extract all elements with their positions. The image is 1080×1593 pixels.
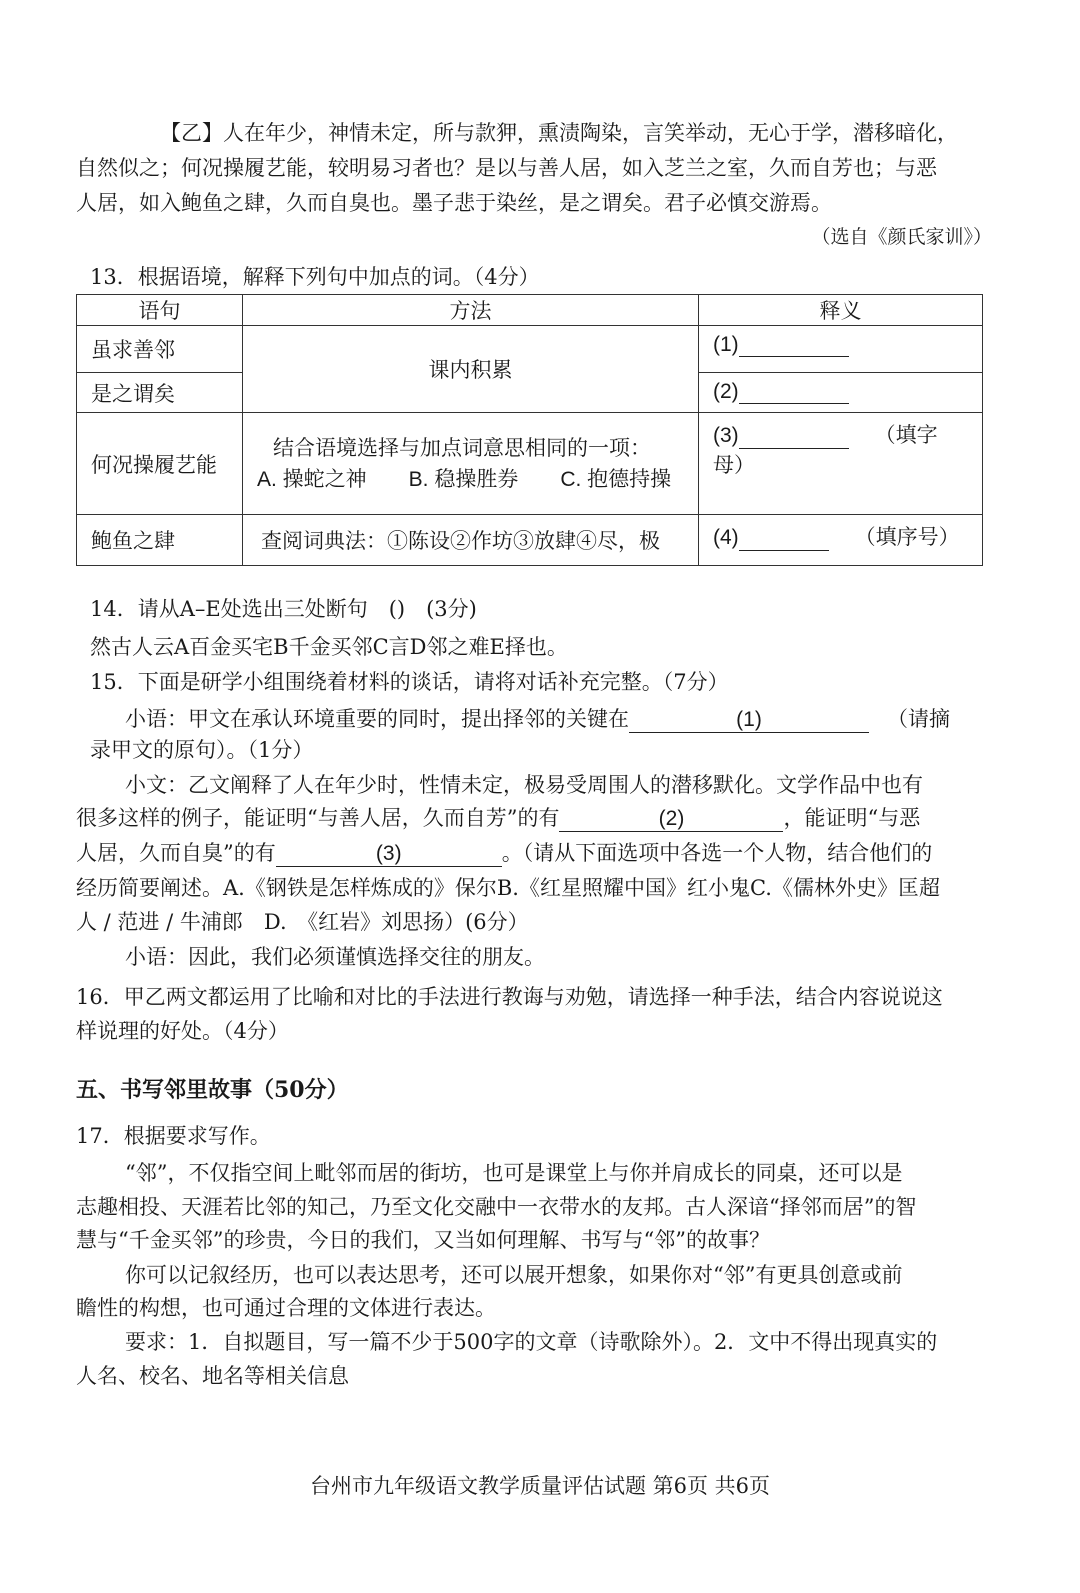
q13-table-header [77, 295, 983, 326]
q13-stem: 13．根据语境，解释下列句中加点的词。（4分） [90, 265, 540, 289]
q15-xiaowen-text-3: 人居，久而自臭”的有 [76, 841, 276, 865]
q15-xiaoyu-note: （请摘 [887, 707, 950, 731]
answer-cell [699, 326, 983, 373]
q15-blank-1[interactable]: (1) [629, 708, 869, 733]
q15-xiaoyu-line-2: 录甲文的原句）。（1分） [90, 738, 314, 762]
method-dictionary-cell: 查阅词典法：①陈设②作坊③放肆④尽，极 [243, 515, 699, 566]
q16-line-1: 16．甲乙两文都运用了比喻和对比的手法进行教诲与劝勉，请选择一种手法，结合内容说说这 [76, 985, 943, 1009]
passage-yi-line-3: 人居，如入鲍鱼之肆，久而自臭也。墨子悲于染丝，是之谓矣。君子必慎交游焉。 [76, 191, 832, 215]
q16-line-2: 样说理的好处。（4分） [76, 1019, 289, 1043]
q13-table [76, 294, 983, 566]
q15-xiaowen-text-b: ，能证明“与恶 [783, 806, 921, 830]
passage-source: （选自《颜氏家训》） [811, 226, 992, 248]
q15-stem: 15．下面是研学小组围绕着材料的谈话，请将对话补充完整。（7分） [90, 670, 729, 694]
sentence-cell: 何况操履艺能 [77, 413, 243, 515]
q15-xiaoyu-line-1 [125, 704, 950, 734]
q17-requirement-line-1: 要求：1．自拟题目，写一篇不少于500字的文章（诗歌除外）。2．文中不得出现真实的 [125, 1330, 938, 1354]
sentence-cell: 鲍鱼之肆 [77, 515, 243, 566]
answer-label: (2) [713, 380, 739, 403]
q15-blank-2[interactable]: (2) [559, 807, 783, 832]
q17-para-1-line-3: 慧与“千金买邻”的珍贵，今日的我们，又当如何理解、书写与“邻”的故事？ [76, 1228, 770, 1252]
answer-blank[interactable] [739, 532, 829, 551]
sentence-cell: 虽求善邻 [77, 326, 243, 373]
page-footer: 台州市九年级语文教学质量评估试题 第6页 共6页 [309, 1474, 771, 1498]
q15-blank-3[interactable]: (3) [276, 842, 502, 867]
method-class-cell: 课内积累 [243, 326, 699, 413]
method-context-options: A. 操蛇之神 B. 稳操胜券 C. 抱德持操 [257, 467, 672, 491]
answer-label: (4) [713, 526, 739, 549]
answer-label: (3) [713, 424, 739, 447]
table-row [77, 326, 983, 373]
method-context-cell [243, 413, 699, 515]
q14-stem: 14．请从A–E处选出三处断句 () (3分) [90, 597, 477, 621]
q15-xiaowen-line-3 [76, 838, 932, 868]
answer-cell [699, 373, 983, 413]
q17-para-1-line-1: “邻”，不仅指空间上毗邻而居的街坊，也可是课堂上与你并肩成长的同桌，还可以是 [125, 1161, 903, 1185]
q15-xiaowen-text-3b: 。（请从下面选项中各选一个人物，结合他们的 [501, 841, 933, 865]
q15-xiaoyu-closing: 小语：因此，我们必须谨慎选择交往的朋友。 [125, 945, 545, 969]
passage-yi-line-2: 自然似之；何况操履艺能，较明易习者也？是以与善人居，如入芝兰之室，久而自芳也；与恶 [76, 156, 937, 180]
q15-xiaowen-line-1: 小文：乙文阐释了人在年少时，性情未定，极易受周围人的潜移默化。文学作品中也有 [125, 773, 923, 797]
q15-xiaowen-text: 很多这样的例子，能证明“与善人居，久而自芳”的有 [76, 806, 560, 830]
q17-requirement-line-2: 人名、校名、地名等相关信息 [76, 1364, 349, 1388]
section-5-title: 五、书写邻里故事（50分） [76, 1077, 349, 1103]
q15-xiaoyu-text: 小语：甲文在承认环境重要的同时，提出择邻的关键在 [125, 707, 629, 731]
answer-cell [699, 413, 983, 515]
answer-label: (1) [713, 333, 739, 356]
q15-xiaowen-line-5: 人 / 范进 / 牛浦郎 D. 《红岩》刘思扬）(6分） [76, 910, 529, 934]
q15-xiaowen-line-4: 经历简要阐述。A.《钢铁是怎样炼成的》保尔B.《红星照耀中国》红小鬼C.《儒林外史》匡超 [76, 876, 940, 900]
answer-blank[interactable] [739, 385, 849, 404]
header-sentence: 语句 [77, 295, 243, 326]
answer-note: （填字母） [713, 423, 938, 477]
q17-para-2-line-2: 瞻性的构想，也可通过合理的文体进行表达。 [76, 1296, 496, 1320]
table-row [77, 515, 983, 566]
q15-xiaowen-line-2 [76, 803, 920, 833]
answer-note: （填序号） [854, 525, 960, 549]
method-context-line-1: 结合语境选择与加点词意思相同的一项： [273, 435, 651, 460]
q17-para-2-line-1: 你可以记叙经历，也可以表达思考，还可以展开想象，如果你对“邻”有更具创意或前 [125, 1263, 903, 1287]
passage-yi-line-1: 【乙】人在年少，神情未定，所与款狎，熏渍陶染，言笑举动，无心于学，潜移暗化， [160, 121, 958, 145]
answer-blank[interactable] [739, 430, 849, 449]
sentence-cell: 是之谓矣 [77, 373, 243, 413]
q14-text: 然古人云A百金买宅B千金买邻C言D邻之难E择也。 [90, 635, 568, 659]
header-meaning: 释义 [699, 295, 983, 326]
q17-para-1-line-2: 志趣相投、天涯若比邻的知己，乃至文化交融中一衣带水的友邦。古人深谙“择邻而居”的智 [76, 1195, 917, 1219]
table-row [77, 413, 983, 515]
answer-blank[interactable] [739, 338, 849, 357]
header-method: 方法 [243, 295, 699, 326]
answer-cell [699, 515, 983, 566]
q17-stem: 17．根据要求写作。 [76, 1124, 271, 1148]
